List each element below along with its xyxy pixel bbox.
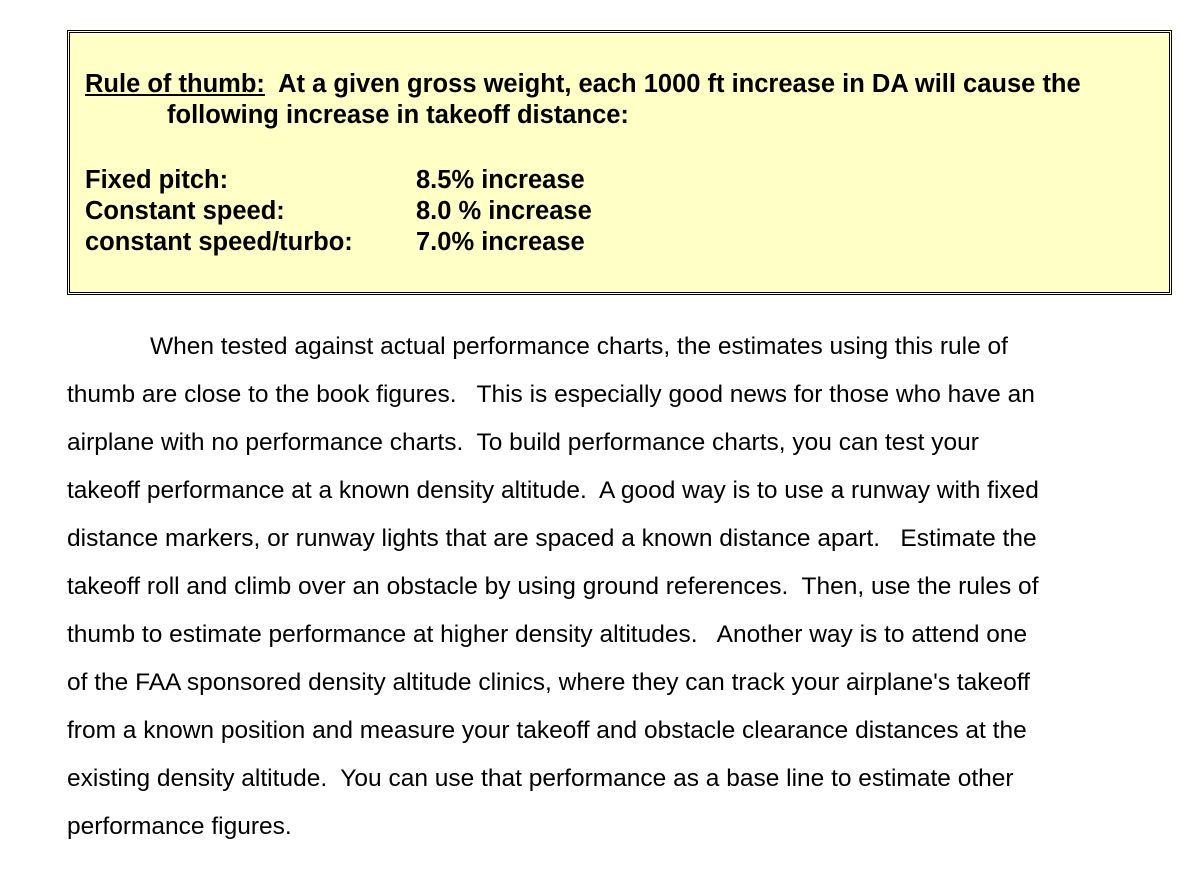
increase-table — [85, 165, 1159, 258]
row-label: Fixed pitch: — [85, 166, 229, 194]
rule-heading: Rule of thumb: — [85, 70, 265, 98]
increase-row-fixed-pitch — [85, 165, 1159, 196]
body-line: thumb are close to the book figures. This is especially good news for those who have an — [67, 381, 1035, 408]
body-line: distance markers, or runway lights that are spaced a known distance apart. Estimate the — [67, 525, 1037, 552]
body-line: airplane with no performance charts. To build performance charts, you can test your — [67, 429, 979, 456]
row-label: constant speed/turbo: — [85, 228, 353, 256]
increase-row-constant-speed-turbo — [85, 227, 1159, 258]
row-value: 8.0 % increase — [416, 197, 592, 225]
body-line: of the FAA sponsored density altitude clinics, where they can track your airplane's takeoff — [67, 669, 1030, 696]
rule-text-line-2: following increase in takeoff distance: — [167, 101, 629, 129]
row-value: 7.0% increase — [416, 228, 585, 256]
rule-text-line-1: At a given gross weight, each 1000 ft increase in DA will cause the — [264, 70, 1081, 98]
body-line: performance figures. — [67, 813, 292, 840]
body-line: existing density altitude. You can use that performance as a base line to estimate other — [67, 765, 1014, 792]
body-line: takeoff performance at a known density altitude. A good way is to use a runway with fixed — [67, 477, 1039, 504]
rule-line-1 — [85, 69, 1159, 100]
body-line: from a known position and measure your takeoff and obstacle clearance distances at the — [67, 717, 1027, 744]
increase-row-constant-speed — [85, 196, 1159, 227]
body-line: takeoff roll and climb over an obstacle by using ground references. Then, use the rules of — [67, 573, 1039, 600]
body-paragraph — [67, 323, 1177, 851]
body-line: thumb to estimate performance at higher density altitudes. Another way is to attend one — [67, 621, 1028, 648]
callout-content — [85, 69, 1159, 258]
row-label: Constant speed: — [85, 197, 285, 225]
body-line: When tested against actual performance charts, the estimates using this rule of — [150, 333, 1008, 360]
row-value: 8.5% increase — [416, 166, 585, 194]
rule-of-thumb-callout — [67, 30, 1172, 295]
